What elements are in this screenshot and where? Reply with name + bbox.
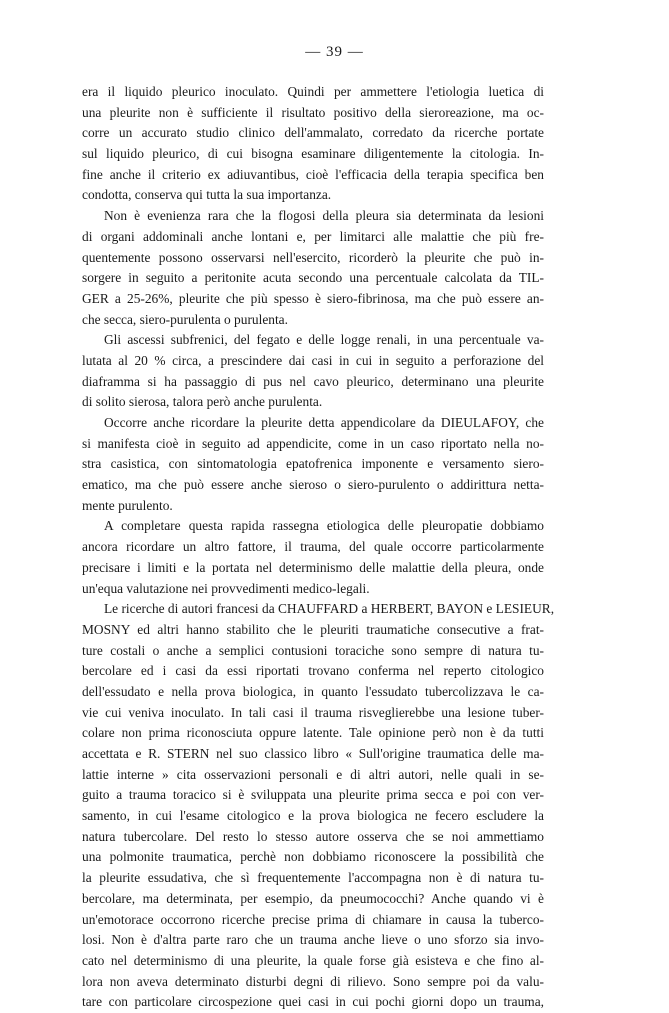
- text-line: Le ricerche di autori francesi da CHAUFFARD a HERBERT, BAYON e LESIEUR,: [104, 601, 555, 617]
- text-line: bercolare ed i casi da essi riportati trovano conferma nel reperto citologico: [82, 663, 544, 679]
- text-line: tare con particolare circospezione quei casi in cui pochi giorni dopo un trauma,: [82, 994, 544, 1010]
- body-text: [82, 82, 555, 1013]
- text-line: un'emotorace occorrono ricerche precise prima di chiamare in causa la tuberco-: [82, 911, 544, 927]
- text-line: natura tubercolare. Del resto lo stesso autore osserva che se noi ammettiamo: [82, 828, 544, 844]
- text-line: precisare i limiti e la portata nel determinismo delle malattie della pleura, onde: [82, 559, 544, 575]
- text-line: una polmonite traumatica, perchè non dobbiamo riconoscere la possibilità che: [82, 849, 544, 865]
- text-line: Gli ascessi subfrenici, del fegato e delle logge renali, in una percentuale va-: [104, 332, 544, 348]
- text-line: mente purulento.: [82, 497, 173, 513]
- text-line: Occorre anche ricordare la pleurite detta appendicolare da DIEULAFOY, che: [104, 415, 544, 430]
- text-line: una pleurite non è sufficiente il risultato positivo della sieroreazione, ma oc-: [82, 104, 544, 120]
- text-line: sul liquido pleurico, di cui bisogna esaminare diligentemente la citologia. In-: [82, 146, 544, 162]
- text-line: si manifesta cioè in seguito ad appendicite, come in un caso riportato nella no-: [82, 435, 544, 451]
- text-line: quentemente possono osservarsi nell'esercito, ricorderò la pleurite che può in-: [82, 249, 544, 265]
- text-line: Non è evenienza rara che la flogosi della pleura sia determinata da lesioni: [104, 208, 544, 224]
- text-line: GER a 25-26%, pleurite che più spesso è siero-fibrinosa, ma che può essere an-: [82, 290, 544, 306]
- text-line: fine anche il criterio ex adiuvantibus, cioè l'efficacia della terapia specifica ben: [82, 166, 544, 182]
- text-line: diaframma si ha passaggio di pus nel cavo pleurico, determinano una pleurite: [82, 373, 544, 389]
- text-line: era il liquido pleurico inoculato. Quindi per ammettere l'etiologia luetica di: [82, 84, 544, 99]
- text-line: accettata e R. STERN nel suo classico libro « Sull'origine traumatica delle ma-: [82, 746, 544, 761]
- text-line: ancora ricordare un altro fattore, il trauma, del quale occorre particolarmente: [82, 539, 544, 555]
- text-line: MOSNY ed altri hanno stabilito che le pleuriti traumatiche consecutive a frat-: [82, 621, 544, 637]
- text-line: bercolare, ma determinata, per esempio, da pneumococchi? Anche quando vi è: [82, 890, 544, 906]
- text-line: di organi addominali anche lontani e, per limitarci alle malattie che più fre-: [82, 228, 544, 244]
- text-line: un'equa valutazione nei provvedimenti medico-legali.: [82, 580, 370, 596]
- text-line: ture costali o anche a semplici contusioni toraciche sono sempre di natura tu-: [82, 642, 544, 658]
- text-line: che secca, siero-purulenta o purulenta.: [82, 311, 288, 327]
- page-number: — 39 —: [305, 44, 364, 60]
- text-line: stra casistica, con sintomatologia epatofrenica imponente e versamento siero-: [82, 456, 544, 472]
- text-line: samento, in cui l'esame citologico e la prova biologica ne fecero escludere la: [82, 808, 544, 824]
- text-line: vie cui veniva inoculato. In tali casi il trauma risveglierebbe una lesione tuber-: [82, 704, 544, 720]
- text-line: condotta, conserva qui tutta la sua importanza.: [82, 187, 332, 203]
- text-line: sorgere in seguito a peritonite acuta secondo una percentuale calcolata da TIL-: [82, 270, 544, 286]
- text-line: cato nel determinismo di una pleurite, la quale forse già esisteva e che fino al-: [82, 952, 544, 968]
- text-line: la pleurite essudativa, che sì frequentemente l'accompagna non è di natura tu-: [82, 870, 544, 886]
- text-line: dell'essudato e nella prova biologica, in quanto l'essudato tubercolizzava le ca-: [82, 683, 544, 699]
- text-line: di solito sierosa, talora però anche purulenta.: [82, 394, 323, 410]
- text-line: colare non prima riconosciuta oppure latente. Tale opinione però non è da tutti: [82, 725, 544, 741]
- text-line: guito a trauma toracico si è sviluppata una pleurite prima secca e poi con ver-: [82, 787, 544, 803]
- text-line: lutata al 20 % circa, a prescindere dai casi in cui in seguito a perforazione del: [82, 352, 544, 368]
- text-line: A completare questa rapida rassegna etiologica delle pleuropatie dobbiamo: [104, 518, 544, 534]
- text-line: ematico, ma che può essere anche sieroso o siero-purulento o addirittura netta-: [82, 477, 544, 493]
- text-line: losi. Non è d'altra parte raro che un trauma anche lieve o uno sforzo sia invo-: [82, 932, 544, 948]
- text-line: lora non aveva determinato disturbi degni di rilievo. Sono sempre poi da valu-: [82, 973, 544, 989]
- text-line: lattie interne » cita osservazioni personali e di altri autori, nelle quali in se-: [82, 766, 544, 782]
- text-line: corre un accurato studio clinico dell'ammalato, corredato da ricerche portate: [82, 125, 544, 141]
